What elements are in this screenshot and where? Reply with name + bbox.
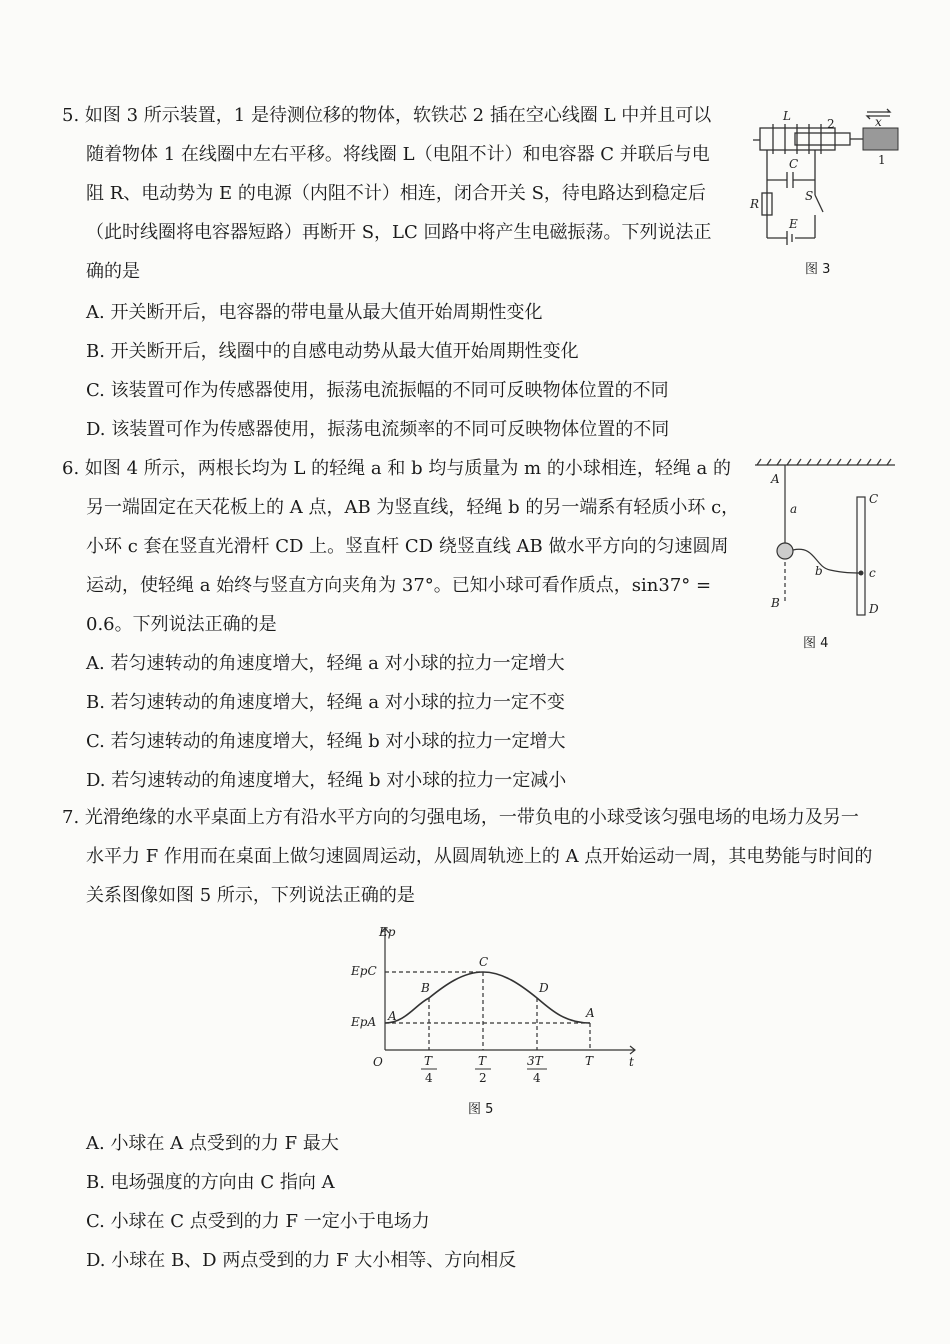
- object-block: [863, 128, 898, 150]
- label-b: b: [815, 564, 823, 578]
- label-R: R: [750, 197, 760, 211]
- tick-T4-den: 4: [425, 1071, 433, 1085]
- label-t: t: [629, 1055, 634, 1069]
- tick-3T4-num: 3T: [527, 1054, 543, 1068]
- label-S: S: [805, 189, 814, 203]
- point-A-end: A: [586, 1006, 595, 1020]
- label-obj: 1: [878, 153, 886, 167]
- q6-line: 0.6。下列说法正确的是: [86, 614, 277, 635]
- label-B: B: [771, 596, 780, 610]
- label-E: E: [789, 217, 798, 231]
- label-A: A: [771, 472, 780, 486]
- q6-line: 6. 如图 4 所示，两根长均为 L 的轻绳 a 和 b 均与质量为 m 的小球相连，轻绳 a 的: [62, 458, 732, 479]
- figure-3-caption: 图 3: [805, 262, 831, 277]
- switch: [815, 195, 823, 212]
- q6-line: 运动，使轻绳 a 始终与竖直方向夹角为 37°。已知小球可看作质点，sin37° =: [86, 575, 712, 596]
- point-A-start: A: [388, 1009, 397, 1023]
- label-a: a: [790, 502, 798, 516]
- ball: [777, 543, 793, 559]
- q7-option-b[interactable]: B. 电场强度的方向由 C 指向 A: [86, 1172, 335, 1193]
- label-Ep: Ep: [379, 925, 396, 939]
- label-EpA: EpA: [351, 1015, 377, 1029]
- figure-5-energy-graph: [345, 920, 645, 1095]
- tick-3T4-den: 4: [533, 1071, 541, 1085]
- figure-4-caption: 图 4: [803, 636, 829, 651]
- q6-line: 另一端固定在天花板上的 A 点，AB 为竖直线，轻绳 b 的另一端系有轻质小环 c，: [86, 497, 740, 518]
- q6-option-d[interactable]: D. 若匀速转动的角速度增大，轻绳 b 对小球的拉力一定减小: [86, 770, 567, 791]
- tick-T2-den: 2: [479, 1071, 487, 1085]
- q5-line: 5. 如图 3 所示装置，1 是待测位移的物体，软铁芯 2 插在空心线圈 L 中并且可以: [62, 105, 712, 126]
- label-C: C: [789, 157, 799, 171]
- point-C: C: [479, 955, 489, 969]
- figure-5-caption: 图 5: [468, 1102, 494, 1117]
- q7-option-d[interactable]: D. 小球在 B、D 两点受到的力 F 大小相等、方向相反: [86, 1250, 517, 1271]
- label-x: x: [875, 115, 882, 129]
- ring-c: [859, 571, 864, 576]
- q7-option-a[interactable]: A. 小球在 A 点受到的力 F 最大: [86, 1133, 339, 1154]
- label-C: C: [869, 492, 879, 506]
- q7-line: 关系图像如图 5 所示，下列说法正确的是: [86, 885, 415, 906]
- q6-option-a[interactable]: A. 若匀速转动的角速度增大，轻绳 a 对小球的拉力一定增大: [86, 653, 565, 674]
- q5-option-c[interactable]: C. 该装置可作为传感器使用，振荡电流振幅的不同可反映物体位置的不同: [86, 380, 669, 401]
- label-O: O: [373, 1055, 383, 1069]
- figure-3-circuit: [745, 100, 905, 250]
- tick-T: T: [585, 1054, 594, 1068]
- q7-line: 7. 光滑绝缘的水平桌面上方有沿水平方向的匀强电场，一带负电的小球受该匀强电场的电场力及另一: [62, 807, 859, 828]
- label-L: L: [783, 109, 791, 123]
- q5-line: 阻 R、电动势为 E 的电源（内阻不计）相连，闭合开关 S，待电路达到稳定后: [86, 183, 706, 204]
- tick-T4-num: T: [424, 1054, 433, 1068]
- tick-T2-num: T: [478, 1054, 487, 1068]
- q5-option-b[interactable]: B. 开关断开后，线圈中的自感电动势从最大值开始周期性变化: [86, 341, 579, 362]
- figure-4-pendulum: [745, 455, 905, 625]
- point-D: D: [539, 981, 549, 995]
- q5-line: （此时线圈将电容器短路）再断开 S，LC 回路中将产生电磁振荡。下列说法正: [86, 222, 712, 243]
- q7-line: 水平力 F 作用而在桌面上做匀速圆周运动，从圆周轨迹上的 A 点开始运动一周，其电势能与时间的: [86, 846, 873, 867]
- q5-option-d[interactable]: D. 该装置可作为传感器使用，振荡电流频率的不同可反映物体位置的不同: [86, 419, 670, 440]
- rod-CD: [857, 497, 865, 615]
- label-EpC: EpC: [351, 964, 377, 978]
- label-D: D: [869, 602, 879, 616]
- q5-line: 随着物体 1 在线圈中左右平移。将线圈 L（电阻不计）和电容器 C 并联后与电: [86, 144, 710, 165]
- q5-line: 确的是: [86, 261, 140, 282]
- point-B: B: [421, 981, 430, 995]
- q6-option-c[interactable]: C. 若匀速转动的角速度增大，轻绳 b 对小球的拉力一定增大: [86, 731, 566, 752]
- q7-option-c[interactable]: C. 小球在 C 点受到的力 F 一定小于电场力: [86, 1211, 430, 1232]
- q6-option-b[interactable]: B. 若匀速转动的角速度增大，轻绳 a 对小球的拉力一定不变: [86, 692, 565, 713]
- energy-curve: [385, 972, 590, 1023]
- label-c: c: [869, 566, 876, 580]
- q5-option-a[interactable]: A. 开关断开后，电容器的带电量从最大值开始周期性变化: [86, 302, 543, 323]
- label-core: 2: [827, 117, 835, 131]
- iron-core: [795, 133, 850, 145]
- q6-line: 小环 c 套在竖直光滑杆 CD 上。竖直杆 CD 绕竖直线 AB 做水平方向的匀速圆周: [86, 536, 729, 557]
- rope-b: [793, 549, 863, 573]
